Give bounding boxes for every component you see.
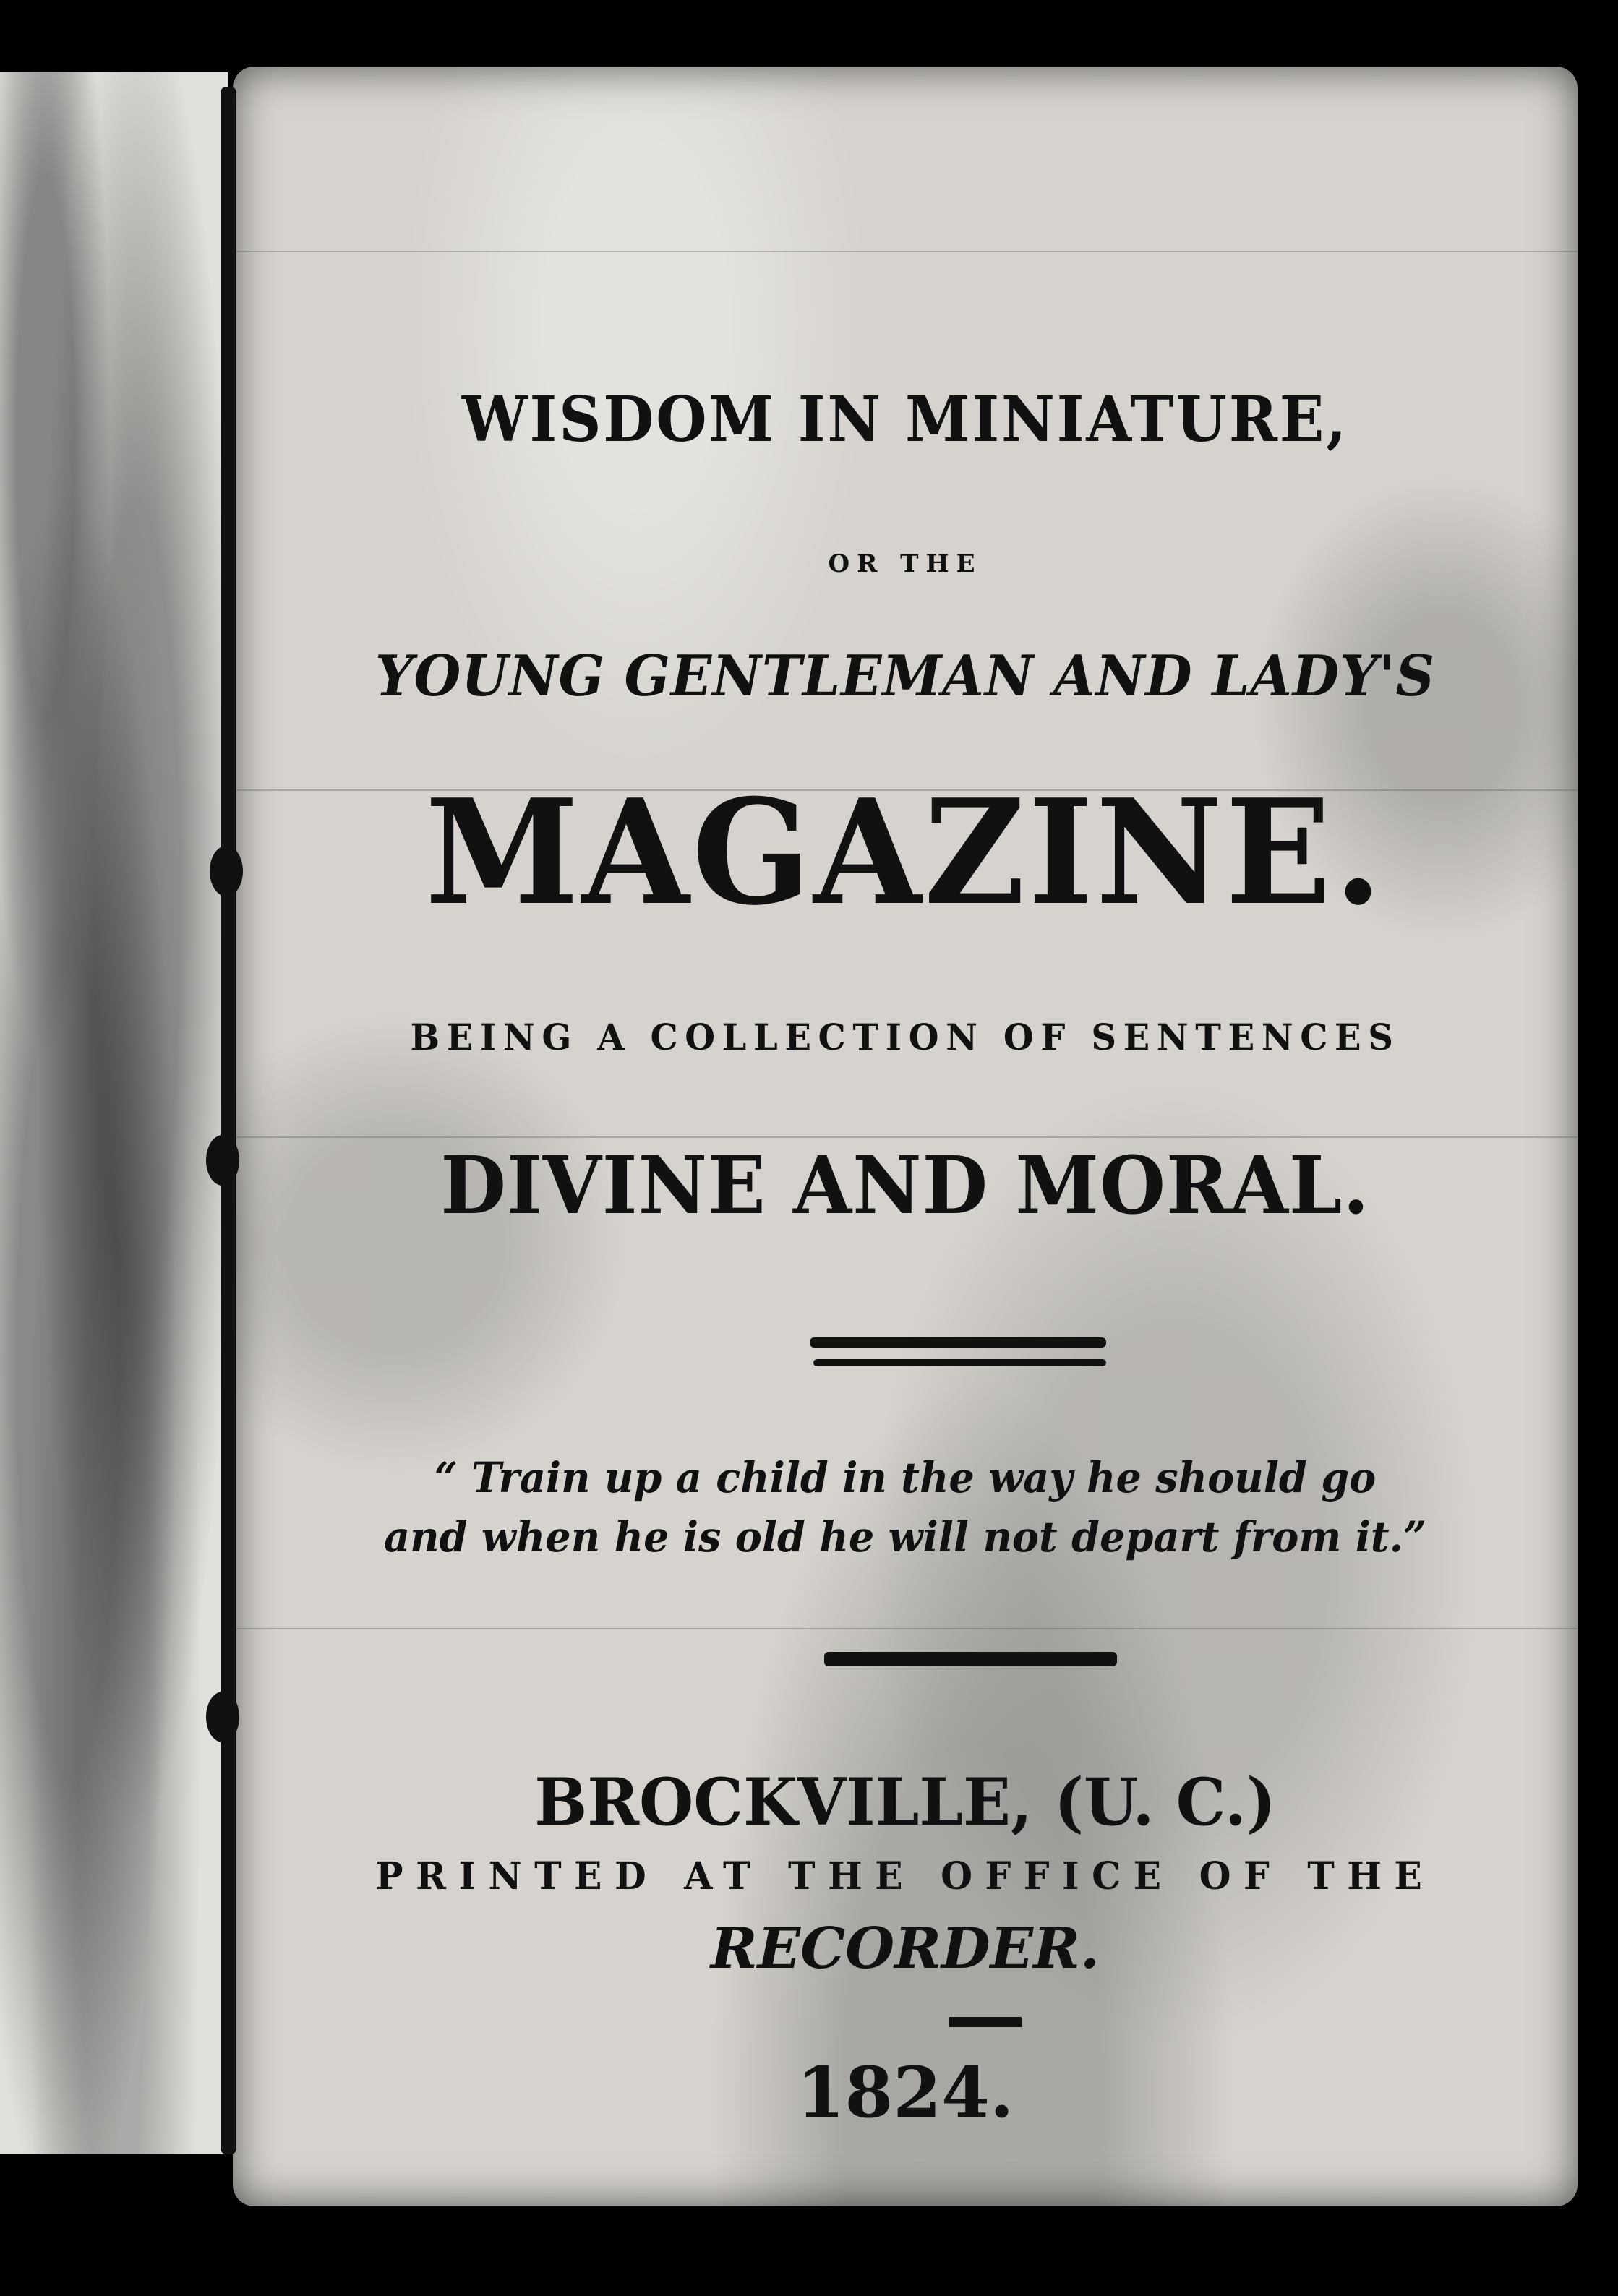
binding-spine xyxy=(221,87,236,2154)
epigraph-line-1: “ Train up a child in the way he should go xyxy=(434,1453,1377,1502)
imprint-recorder: RECORDER. xyxy=(710,1916,1100,1982)
scan-artifact-line xyxy=(233,251,1578,252)
decorative-rule xyxy=(810,1337,1106,1348)
scan-artifact-line xyxy=(233,1136,1578,1138)
imprint-year: 1824. xyxy=(796,2052,1014,2133)
epigraph-line-2: and when he is old he will not depart from it.” xyxy=(384,1512,1426,1562)
binding-stitch xyxy=(206,1692,239,1742)
or-the-text: OR THE xyxy=(828,549,983,578)
binding-stitch xyxy=(206,1135,239,1186)
subtitle: YOUNG GENTLEMAN AND LADY'S xyxy=(374,643,1436,709)
flyleaf-page xyxy=(0,72,228,2154)
imprint-place: BROCKVILLE, (U. C.) xyxy=(534,1764,1276,1841)
decorative-rule xyxy=(824,1652,1117,1666)
page-title: WISDOM IN MINIATURE, xyxy=(461,383,1349,456)
binding-stitch xyxy=(210,846,243,896)
decorative-rule xyxy=(813,1359,1106,1366)
magazine-heading: MAGAZINE. xyxy=(425,768,1385,938)
imprint-printer: PRINTED AT THE OFFICE OF THE xyxy=(375,1854,1435,1898)
decorative-rule xyxy=(949,2017,1022,2027)
divine-moral-heading: DIVINE AND MORAL. xyxy=(440,1139,1370,1232)
scan-artifact-line xyxy=(233,1628,1578,1629)
collection-text: BEING A COLLECTION OF SENTENCES xyxy=(410,1016,1400,1058)
